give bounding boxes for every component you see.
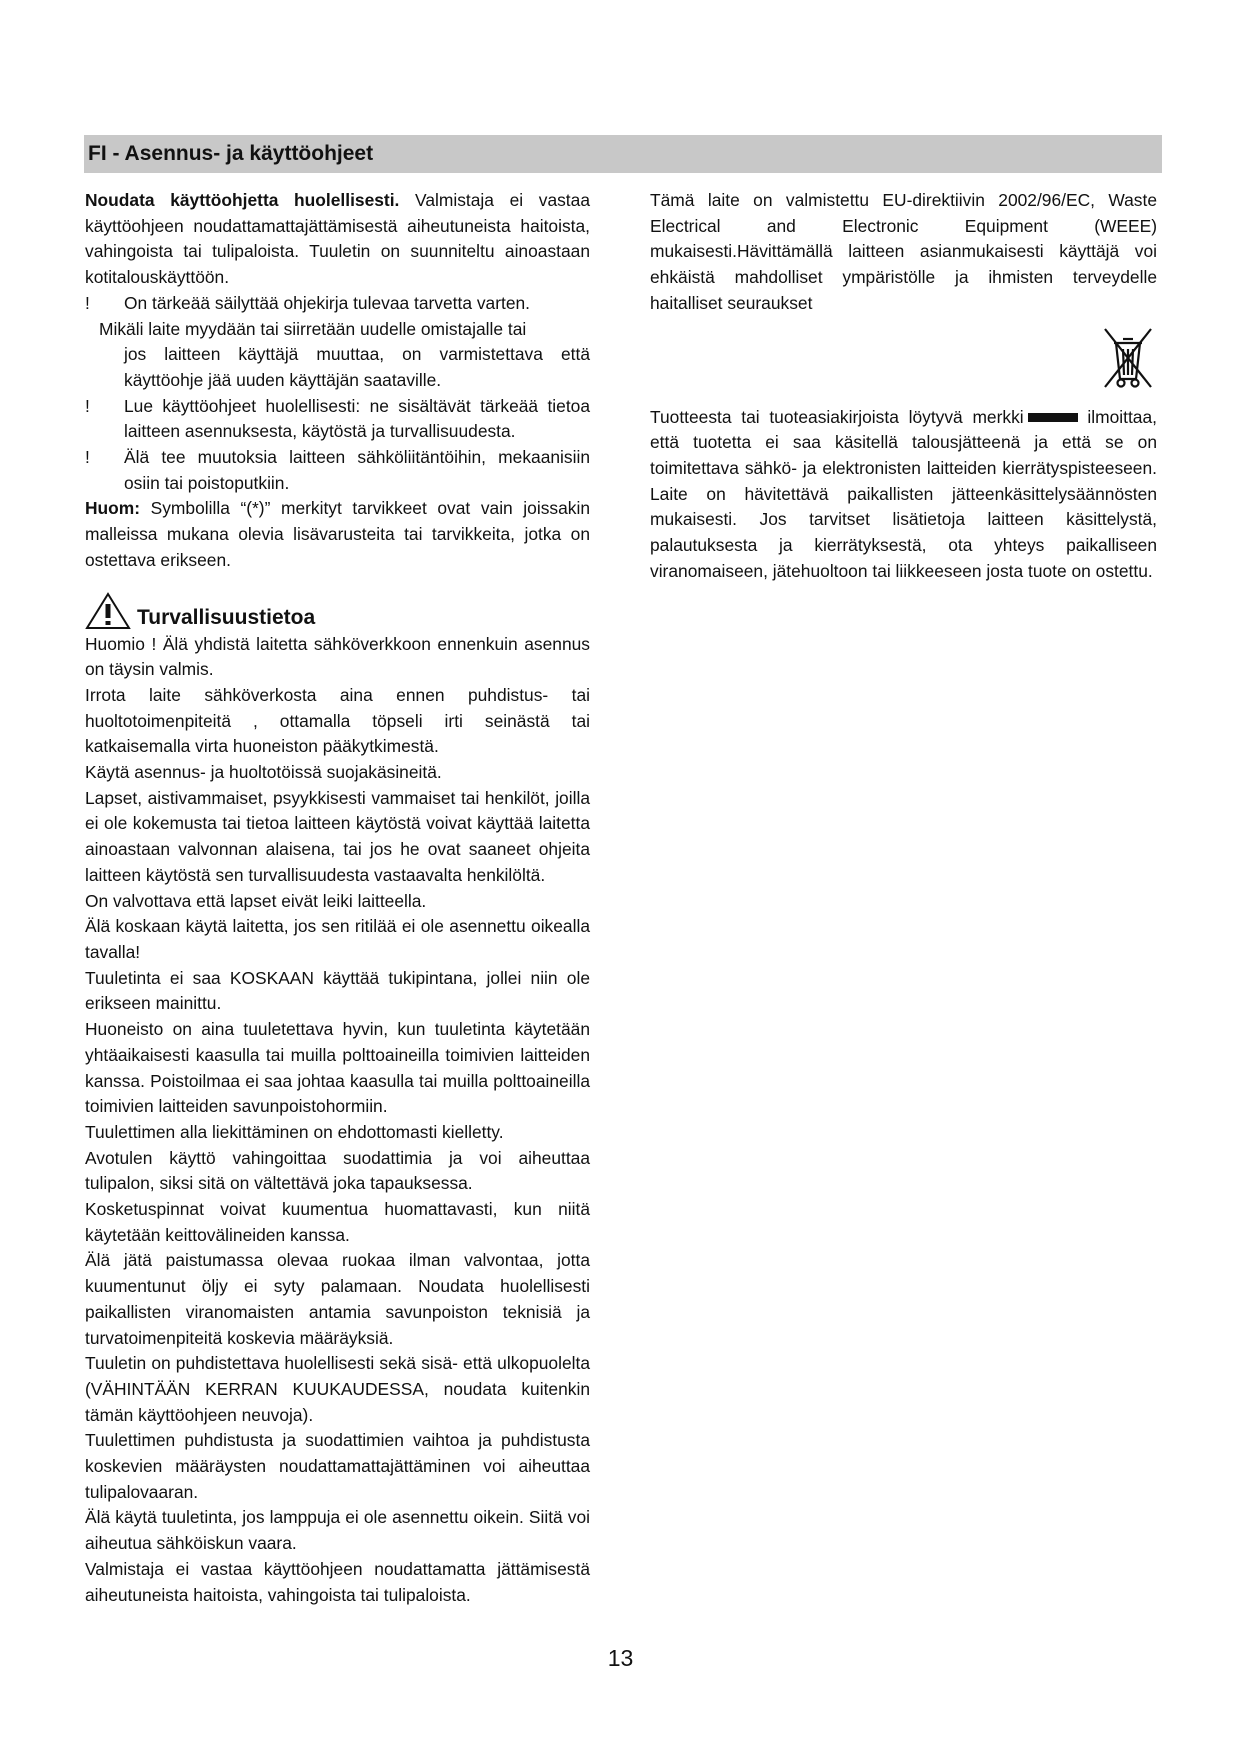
safety-paragraph: Käytä asennus- ja huoltotöissä suojakäsineitä. [85,762,442,783]
bullet-text: Älä tee muutoksia laitteen sähköliitäntöihin, mekaanisiin osiin tai poistoputkiin. [124,447,590,493]
intro-paragraph [85,188,590,291]
safety-paragraph: Irrota laite sähköverkosta aina ennen puhdistus- tai huoltotoimenpiteitä , ottamalla töpseli irti seinästä tai katkaisemalla virta huoneiston pääkytkimestä. [85,684,590,757]
page-number: 13 [607,1645,634,1671]
bullet-text: On tärkeää säilyttää ohjekirja tulevaa tarvetta varten. [124,292,530,313]
note-paragraph [85,496,590,573]
bullet-text: Lue käyttöohjeet huolellisesti: ne sisältävät tärkeää tietoa laitteen asennuksesta, käytöstä ja turvallisuudesta. [124,395,590,442]
bullet-mark: ! [85,292,90,313]
safety-paragraph: Huomio ! Älä yhdistä laitetta sähköverkkoon ennenkuin asennus on täysin valmis. [85,633,590,680]
bullet-continuation: Mikäli laite myydään tai siirretään uudelle omistajalle tai [99,318,527,339]
note-text: Symbolilla “(*)” merkityt tarvikkeet ovat vain joissakin malleissa mukana olevia lisävarusteita tai tarvikkeita, jotka on ostettava erikseen. [85,498,590,570]
intro-bold: Noudata käyttöohjetta huolellisesti. [85,190,400,210]
safety-paragraph: Älä käytä tuuletinta, jos lamppuja ei ole asennettu oikein. Siitä voi aiheutua sähköiskun vaara. [85,1507,590,1554]
safety-paragraph: Valmistaja ei vastaa käyttöohjeen noudattamatta jättämisestä aiheutuneista haitoista, vahingoista tai tulipaloista. [85,1558,590,1605]
bullet-item [85,445,590,496]
safety-heading [85,590,590,630]
safety-paragraph: Huoneisto on aina tuuletettava hyvin, kun tuuletinta käytetään yhtäaikaisesti kaasulla tai muilla polttoaineilla toimivien laitteiden kanssa. Poistoilmaa ei saa johtaa kaasulla tai muilla polttoaineilla toimivien laitteiden savunpoistohormiin. [85,1019,590,1117]
black-bar-mark [1028,413,1078,422]
note-label: Huom: [85,498,141,519]
safety-paragraph: Avotulen käyttö vahingoittaa suodattimia ja voi aiheuttaa tulipalon, siksi sitä on vältettävä joka tapauksessa. [85,1147,590,1194]
safety-paragraph: On valvottava että lapset eivät leiki laitteella. [85,890,427,911]
safety-paragraph: Älä jätä paistumassa olevaa ruokaa ilman valvontaa, jotta kuumentunut öljy ei syty palamaan. Noudata huolellisesti paikallisten viranomaisten antamia savunpoiston teknisiä ja turvatoimenpiteitä koskevia määräyksiä. [85,1250,590,1348]
right-column [650,188,1157,584]
warning-triangle-icon [85,592,131,630]
crossed-out-bin-icon [1099,325,1157,391]
safety-paragraph: Lapset, aistivammaiset, psyykkisesti vammaiset tai henkilöt, joilla ei ole kokemusta tai tietoa laitteen käytöstä voivat käyttää laitetta ainoastaan valvonnan alaisena, tai jos he ovat saaneet ohjeita laitteen käytöstä sen turvallisuudesta vastaavalta henkilöltä. [85,787,590,885]
safety-paragraph: Tuulettimen puhdistusta ja suodattimien vaihtoa ja puhdistusta koskevien määräysten noudattamattajättäminen voi aiheuttaa tulipalovaaran. [85,1430,590,1502]
bullet-mark: ! [85,395,90,416]
weee-paragraph: Tämä laite on valmistettu EU-direktiivin 2002/96/EC, Waste Electrical and Electronic Equipment (WEEE) mukaisesti.Hävittämällä laitteen asianmukaisesti käyttäjä voi ehkäistä mahdolliset ympäristölle ja ihmisten terveydelle haitalliset seuraukset [650,190,1157,313]
safety-paragraph: Kosketuspinnat voivat kuumentua huomattavasti, kun niitä käytetään keittovälineiden kanssa. [85,1199,590,1245]
weee-symbol-area [650,317,1157,405]
bullet-item [85,291,590,317]
bullet-continuation: jos laitteen käyttäjä muuttaa, on varmistettava että käyttöohje jää uuden käyttäjän saataville. [124,344,590,390]
safety-title: Turvallisuustietoa [137,605,316,629]
bullet-mark: ! [85,447,90,468]
recycle-lead: Tuotteesta tai tuoteasiakirjoista löytyvä merkki [650,406,1024,427]
safety-paragraph: Tuulettimen alla liekittäminen on ehdottomasti kielletty. [85,1121,504,1142]
left-column [85,188,590,1608]
recycle-paragraph [650,405,1157,585]
safety-paragraph: Älä koskaan käytä laitetta, jos sen ritilää ei ole asennettu oikealla tavalla! [85,916,590,962]
safety-paragraph: Tuuletin on puhdistettava huolellisesti sekä sisä- että ulkopuolelta (VÄHINTÄÄN KERRAN KUUKAUDESSA, noudata kuitenkin tämän käyttöohjeen neuvoja). [85,1353,590,1425]
bullet-item [85,394,590,445]
page-title: FI - Asennus- ja käyttöohjeet [88,142,374,165]
recycle-text: ilmoittaa, että tuotetta ei saa käsitellä talousjätteenä ja että se on toimitettava sähkö- ja elektronisten laitteiden kierrätyspisteeseen. Laite on hävitettävä paikallisten jätteenkäsittelysäännösten mukaisesti. Jos tarvitset lisätietoja laitteen käsittelystä, palautuksesta ja kierrätyksestä, ota yhteys paikalliseen viranomaiseen, jätehuoltoon tai liikkeeseen josta tuote on ostettu. [650,406,1157,581]
safety-paragraph: Tuuletinta ei saa KOSKAAN käyttää tukipintana, jollei niin ole erikseen mainittu. [85,967,590,1014]
section-header-bar [84,135,1162,173]
intro-text: Valmistaja ei vastaa käyttöohjeen noudattamattajättämisestä aiheutuneista haitoista, vahingoista tai tulipaloista. Tuuletin on suunniteltu ainoastaan kotitalouskäyttöön. [85,190,590,288]
